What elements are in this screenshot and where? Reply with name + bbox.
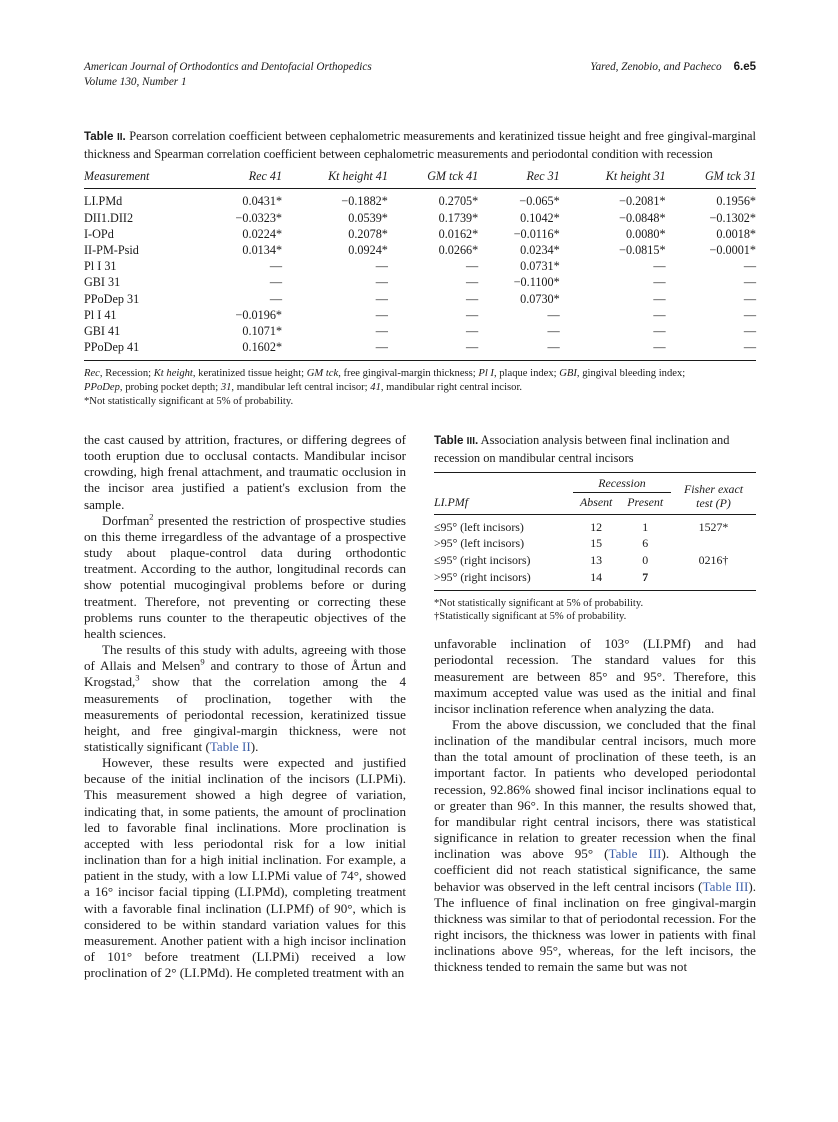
- cell-kt41: 0.0539*: [348, 210, 388, 225]
- cell-measurement: II-PM-Psid: [84, 242, 139, 257]
- cell-rec41: 0.0224*: [242, 226, 283, 241]
- cell-measurement: PPoDep 31: [84, 291, 140, 306]
- table-2-col-gm-tck-41: GM tck 41: [427, 169, 479, 184]
- cell-kt41: —: [375, 323, 388, 338]
- table-2-head: [84, 167, 756, 189]
- table-row: [84, 189, 756, 210]
- table-row: [84, 340, 756, 361]
- cell-rec31: —: [547, 340, 560, 355]
- cell-rec31: —: [547, 307, 560, 322]
- table-2-body: [84, 189, 756, 361]
- column-right: [434, 432, 756, 975]
- table-3-row-header-label: LI.PMf: [434, 494, 469, 509]
- table-row: [84, 226, 756, 242]
- cell-rec41: 0.1071*: [242, 323, 283, 338]
- table-row: [84, 210, 756, 226]
- table-3: [434, 472, 756, 591]
- table-2-col-gm-tck-31: GM tck 31: [704, 169, 756, 184]
- table-row: [434, 552, 756, 569]
- paragraph-left-3: [84, 642, 406, 755]
- cell-kt41: —: [375, 340, 388, 355]
- p3-part-a: The results of this study with adults, agreeing with those of Allais and Melsen: [84, 642, 406, 674]
- cell-fisher: 1527*: [698, 519, 729, 534]
- table-row: [84, 242, 756, 258]
- journal-title: American Journal of Orthodontics and Dentofacial Orthopedics: [84, 61, 372, 73]
- cell-rec41: —: [269, 275, 283, 290]
- cell-gm41: —: [466, 291, 479, 306]
- cell-gm41: 0.0266*: [438, 242, 479, 257]
- cell-fisher: 0216†: [698, 553, 729, 567]
- table-3-group-header-row: [434, 472, 756, 492]
- cell-rec41: —: [269, 259, 283, 274]
- table-3-col-present: Present: [627, 494, 664, 509]
- dorfman-text: Dorfman: [102, 512, 150, 528]
- cell-gm31: 0.0018*: [716, 226, 756, 241]
- table-3-container: [434, 432, 756, 624]
- cell-gm41: —: [466, 275, 479, 290]
- cell-gm41: —: [466, 307, 479, 322]
- cell-kt41: —: [375, 259, 388, 274]
- cell-inclination: ≤95° (right incisors): [434, 553, 531, 567]
- table-row: [84, 307, 756, 323]
- citation-ref: 2: [149, 511, 154, 522]
- cell-present: 7: [642, 569, 649, 584]
- cell-gm41: 0.0162*: [438, 226, 479, 241]
- cell-rec31: −0.0116*: [513, 226, 560, 241]
- cell-rec41: 0.0431*: [242, 194, 283, 209]
- citation-ref: 9: [200, 656, 205, 667]
- cell-kt31: 0.0080*: [625, 226, 666, 241]
- cell-rec31: 0.1042*: [520, 210, 560, 225]
- running-head-row: [84, 60, 756, 75]
- table-3-footnote-star: *Not statistically significant at 5% of probability.: [434, 597, 644, 609]
- cell-rec41: −0.0196*: [235, 307, 283, 322]
- cell-kt41: —: [375, 291, 388, 306]
- page-number: 6.e5: [733, 61, 756, 73]
- citation-ref: 3: [135, 672, 140, 683]
- table-2-container: [84, 128, 756, 409]
- table-3-col-fisher: [671, 472, 756, 514]
- cell-absent: 14: [590, 569, 603, 584]
- table-2-footnote-star: *Not statistically significant at 5% of probability.: [84, 396, 294, 408]
- table-3-col-absent: Absent: [579, 494, 613, 509]
- cell-measurement: GBI 41: [84, 323, 121, 338]
- cell-kt41: —: [375, 307, 388, 322]
- paragraph-left-2: [84, 513, 406, 642]
- cell-gm41: —: [466, 259, 479, 274]
- table-2-header-row: [84, 167, 756, 189]
- table-2-col-measurement: Measurement: [84, 169, 150, 184]
- table-3-footnotes: [434, 597, 756, 625]
- link-table-3-first[interactable]: Table III: [608, 846, 662, 862]
- table-row: [434, 569, 756, 590]
- cell-kt41: 0.2078*: [348, 226, 388, 241]
- table-row: [84, 291, 756, 307]
- paragraph-right-1: unfavorable inclination of 103° (LI.PMf) and had periodontal recession. The standard values for this measurement are between 85° and 95°. Therefore, this maximum accepted value was used as the initial and final incisor inclination reference when analyzing the data.: [434, 636, 756, 716]
- cell-kt41: −0.1882*: [341, 194, 388, 209]
- table-row: [434, 536, 756, 553]
- cell-kt31: −0.2081*: [619, 194, 666, 209]
- cell-rec41: −0.0323*: [235, 210, 283, 225]
- table-3-spacer-cell: [434, 472, 573, 492]
- table-row: [84, 259, 756, 275]
- cell-measurement: Pl I 41: [84, 307, 117, 322]
- cell-inclination: ≤95° (left incisors): [434, 519, 524, 534]
- cell-inclination: >95° (right incisors): [434, 569, 531, 584]
- p3-part-d: ).: [250, 738, 259, 754]
- running-head: [84, 60, 756, 90]
- cell-absent: 13: [590, 553, 603, 567]
- table-3-label: Table III.: [434, 434, 479, 447]
- table-3-body: [434, 514, 756, 590]
- table-3-group-recession: Recession: [573, 472, 671, 492]
- cell-measurement: PPoDep 41: [84, 340, 140, 355]
- table-row: [84, 275, 756, 291]
- table-2-abbrev-line-1: Rec, Recession; Kt height, keratinized tissue height; GM tck, free gingival-margin thickness; Pl I, plaque index; GBI, gingival bleeding index;: [84, 368, 686, 380]
- cell-rec41: 0.0134*: [242, 242, 283, 257]
- table-2-caption-text: Pearson correlation coefficient between cephalometric measurements and keratinized tissue height and free gingival-marginal thickness and Spearman correlation coefficient between cephalometric measurements and periodontal condition with recession: [84, 129, 756, 162]
- cell-present: 1: [642, 519, 649, 534]
- cell-gm31: —: [743, 323, 756, 338]
- cell-absent: 15: [590, 536, 603, 551]
- cell-measurement: Pl I 31: [84, 259, 117, 274]
- paragraph-left-4: However, these results were expected and justified because of the initial inclination of the incisors (LI.PMi). This measurement showed a high degree of variation, indicating that, in some patients, the amount of proclination led to favorable final inclinations. More proclination is accepted with less periodontal risk for a low initial inclination than for a high initial inclination. For example, a patient in the study, with a low LI.PMi value of 74°, showed a 16° incisor facial tipping (LI.PMd), completing treatment with a favorable final inclination (LI.PMf) of 90°, which is considered to be within standard variation values for this measurement. Another patient with a high incisor inclination of 101° before treatment (LI.PMi) received a low proclination of 2° (LI.PMd). He completed treatment with an: [84, 755, 406, 981]
- cell-gm41: 0.2705*: [438, 194, 479, 209]
- table-3-head: [434, 472, 756, 514]
- cell-kt41: 0.0924*: [348, 242, 388, 257]
- running-head-right: [590, 60, 756, 75]
- table-2-col-rec-41: Rec 41: [248, 169, 283, 184]
- cell-fisher: [671, 536, 756, 553]
- cell-rec31: −0.065*: [519, 194, 560, 209]
- cell-kt31: —: [653, 275, 666, 290]
- cell-gm31: 0.1956*: [716, 194, 756, 209]
- cell-measurement: I-OPd: [84, 226, 114, 241]
- body-columns: [84, 432, 756, 1052]
- cell-gm31: —: [743, 259, 756, 274]
- cell-kt31: —: [653, 323, 666, 338]
- fisher-line-1: Fisher exact: [683, 481, 744, 496]
- cell-rec31: 0.0730*: [520, 291, 560, 306]
- cell-gm31: —: [743, 291, 756, 306]
- cell-present: 0: [642, 553, 649, 567]
- cell-kt31: —: [653, 340, 666, 355]
- cell-rec31: −0.1100*: [513, 275, 560, 290]
- cell-gm41: —: [466, 323, 479, 338]
- cell-gm31: —: [743, 307, 756, 322]
- cell-kt31: —: [653, 307, 666, 322]
- column-left: [84, 432, 406, 981]
- cell-rec31: 0.0731*: [520, 259, 560, 274]
- cell-kt31: −0.0848*: [619, 210, 666, 225]
- paragraph-left-1: the cast caused by attrition, fractures, or differing degrees of tooth eruption due to occlusal contacts. Mandibular incisor crowding, high frenal attachment, and traumatic occlusion in the incisor area justified a patient's exclusion from the sample.: [84, 432, 406, 512]
- table-row: [434, 514, 756, 535]
- table-row: [84, 323, 756, 339]
- cell-rec31: —: [547, 323, 560, 338]
- p3-part-c: show that the correlation among the 4 measurements of proclination, together with the measurements of periodontal recession, keratinized tissue height, and free gingival-margin thickness, were not statistically significant (: [84, 674, 406, 754]
- cell-gm31: —: [743, 275, 756, 290]
- table-3-caption: [434, 432, 756, 467]
- table-2-footnotes: [84, 367, 756, 409]
- fisher-line-2: test (P): [696, 495, 731, 510]
- cell-kt31: —: [653, 259, 666, 274]
- volume-issue: Volume 130, Number 1: [84, 76, 187, 88]
- table-2-col-rec-31: Rec 31: [526, 169, 560, 184]
- cell-absent: 12: [590, 519, 603, 534]
- table-3-caption-text: Association analysis between final inclination and recession on mandibular central incisors: [434, 433, 730, 466]
- p-right-2-part-a: From the above discussion, we concluded that the final inclination of the mandibular central incisors, much more than the total amount of proclination of these teeth, is an important factor. In patients who developed periodontal recession, 92.86% showed final incisor inclinations equal to or greater than 96°. In this manner, the results showed that, for mandibular right central incisors, there was statistical significance in relation to greater recession when the final inclination was above 95° (: [434, 716, 756, 862]
- cell-gm31: −0.0001*: [709, 242, 756, 257]
- table-2-caption: [84, 128, 756, 162]
- cell-kt41: —: [375, 275, 388, 290]
- table-2: [84, 167, 756, 361]
- paragraph-right-2: [434, 717, 756, 976]
- p-right-2-part-b: ). Although the coefficient did not reach statistical significance, the same behavior was observed in the left central incisors (: [434, 846, 757, 894]
- cell-measurement: LI.PMd: [84, 194, 123, 209]
- p-right-2-part-c: ). The influence of final inclination on free gingival-margin thickness was similar to that of periodontal recession. For the right incisors, the thickness was lower in patients with final inclinations above 95°, whereas, for the left incisors, the thickness tended to remain the same but was not: [434, 878, 757, 975]
- link-table-2[interactable]: Table II: [209, 738, 251, 754]
- cell-present: 6: [642, 536, 649, 551]
- cell-gm31: —: [743, 340, 756, 355]
- p3-part-b: and contrary to those of Årtun and Krogstad,: [84, 658, 406, 690]
- table-2-label: Table II.: [84, 130, 126, 143]
- cell-measurement: GBI 31: [84, 275, 121, 290]
- cell-measurement: DII1.DII2: [84, 210, 134, 225]
- cell-gm31: −0.1302*: [709, 210, 756, 225]
- paragraph-left-2-rest: presented the restriction of prospective studies on this theme irregardless of the advantage of a prospective study about plaque-control data during orthodontic treatment. According to the author, longitudinal records can show potential mucogingival problems before or during treatment. Therefore, not preventing or correcting these problems runs counter to the therapeutic objectives of the health sciences.: [84, 512, 406, 641]
- cell-gm41: —: [466, 340, 479, 355]
- cell-inclination: >95° (left incisors): [434, 536, 525, 551]
- link-table-3-second[interactable]: Table III: [702, 878, 749, 894]
- table-2-abbrev-line-2: PPoDep, probing pocket depth; 31, mandibular left central incisor; 41, mandibular right central incisor.: [84, 381, 523, 393]
- author-names: Yared, Zenobio, and Pacheco: [590, 61, 722, 73]
- cell-rec41: —: [269, 291, 283, 306]
- cell-kt31: —: [653, 291, 666, 306]
- table-2-col-kt-height-41: Kt height 41: [328, 169, 388, 184]
- cell-rec31: 0.0234*: [520, 242, 560, 257]
- cell-rec41: 0.1602*: [242, 340, 283, 355]
- cell-gm41: 0.1739*: [438, 210, 479, 225]
- table-2-col-kt-height-31: Kt height 31: [605, 169, 666, 184]
- cell-fisher: [671, 569, 756, 590]
- cell-kt31: −0.0815*: [619, 242, 666, 257]
- table-3-footnote-dagger: †Statistically significant at 5% of probability.: [434, 611, 627, 623]
